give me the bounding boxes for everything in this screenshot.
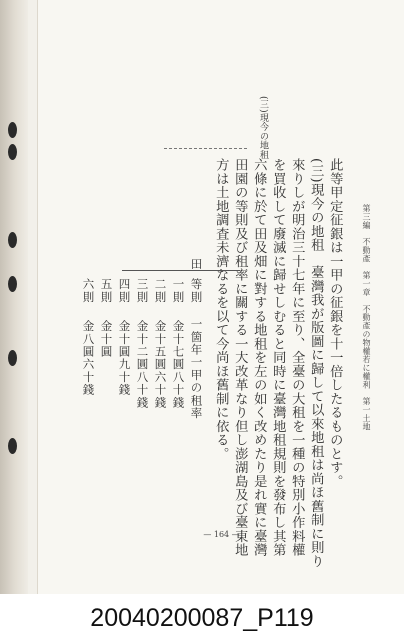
table-rate: 金八圓六十錢 — [81, 320, 96, 397]
table-rate: 金十圓九十錢 — [117, 320, 132, 397]
table-grade: 三則 — [135, 278, 150, 304]
binding-edge — [0, 0, 28, 594]
body-line: 六條に於て田及畑に對する地租を左の如く改めたり是れ實に臺灣 — [251, 158, 267, 557]
binding-hole — [8, 438, 17, 454]
table-rate: 金十七圓八十錢 — [171, 320, 186, 409]
binding-hole — [8, 350, 17, 366]
table-rate: 金十二圓八十錢 — [135, 320, 150, 409]
body-line: 此等甲定征銀は一甲の征銀を十一倍したるものとす。 — [327, 158, 343, 488]
table-rate: 金十圓 — [99, 320, 114, 359]
page-number: — 164 — — [203, 530, 240, 539]
running-head: 第三編 不動產 第一章 不動產の物權若に權利 第一土地 — [362, 204, 371, 431]
table-header-rate: 一箇年一甲の租率 — [189, 318, 204, 420]
document-page — [37, 0, 404, 594]
table-grade: 四則 — [117, 278, 132, 304]
body-line: (三)現今の地租 臺灣我が版圖に歸して以來地租は尚ほ舊制に則り — [308, 158, 324, 569]
table-grade: 二則 — [153, 278, 168, 304]
table-grade: 五則 — [99, 278, 114, 304]
table-grade: 六則 — [81, 278, 96, 304]
body-line: 來りしが明治三十七年に至り、全臺の大租を一種の特別小作料權 — [289, 158, 305, 557]
table-header-grade: 等則 — [189, 278, 204, 304]
binding-hole — [8, 144, 17, 160]
table-rule — [122, 270, 240, 271]
binding-hole — [8, 276, 17, 292]
table-rate: 金十五圓六十錢 — [153, 320, 168, 409]
binding-hole — [8, 232, 17, 248]
dashed-rule — [164, 148, 247, 149]
table-category: 田 — [189, 258, 204, 271]
side-heading: (三)現今の地租 — [258, 96, 268, 160]
body-line: を買收して廢滅に歸せしむると同時に臺灣地租規則を發布し其第 — [270, 158, 286, 557]
table-grade: 一則 — [171, 278, 186, 304]
body-line: 方は土地調査未濟なるを以て今尚ほ舊制に依る。 — [213, 158, 229, 461]
body-line: 田園の等則及び租率に關する一大改革なり但し澎湖島及び臺東地 — [232, 158, 248, 557]
image-caption: 20040200087_P119 — [90, 604, 314, 632]
binding-hole — [8, 122, 17, 138]
